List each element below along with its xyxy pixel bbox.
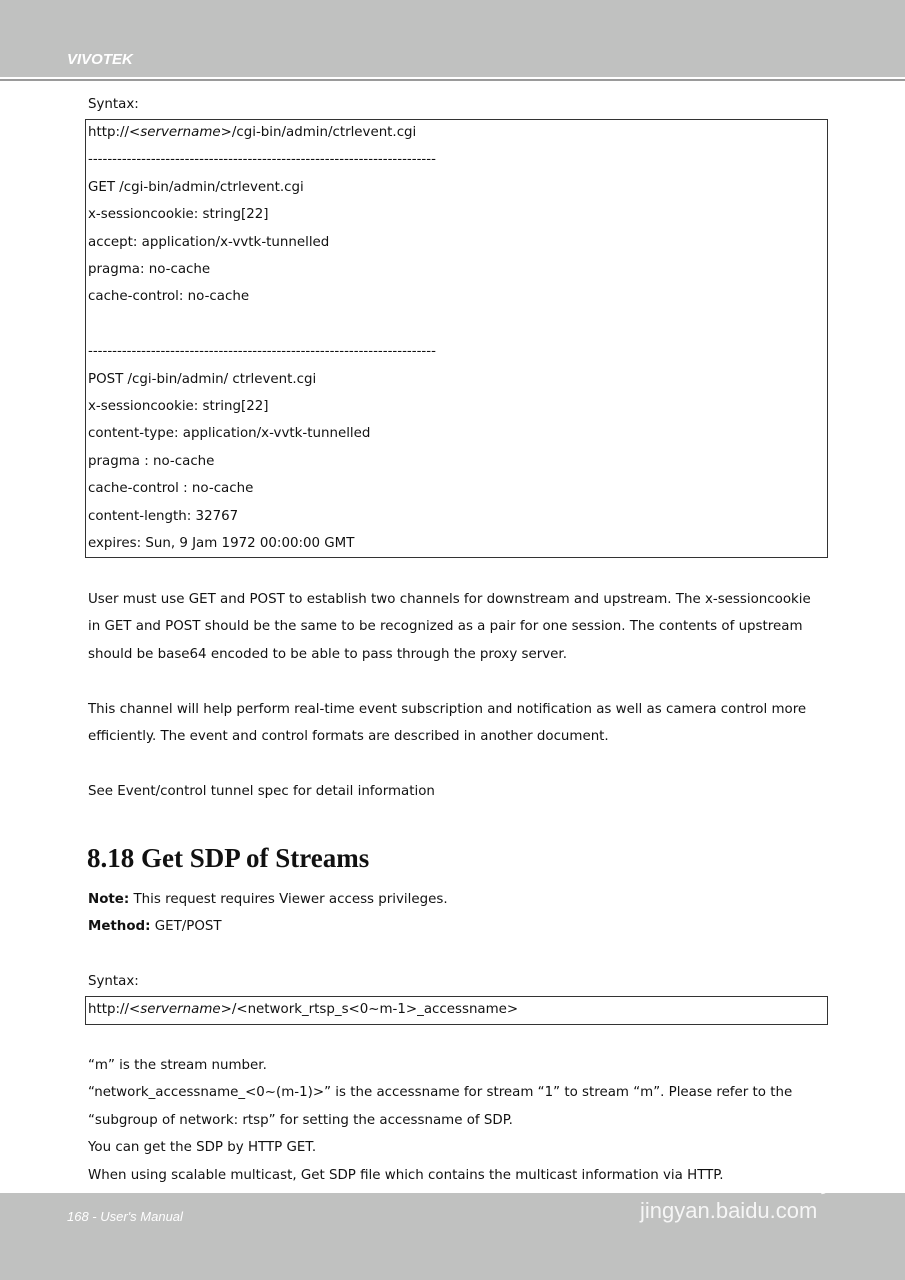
code-line: expires: Sun, 9 Jam 1972 00:00:00 GMT [88, 536, 355, 551]
body-line: should be base64 encoded to be able to pass through the proxy server. [88, 646, 567, 662]
sdp-syntax-box [85, 996, 828, 1025]
page-header [0, 0, 905, 77]
code-line: cache-control : no-cache [88, 481, 254, 497]
code-line: pragma : no-cache [88, 453, 215, 469]
brand-logo: VIVOTEK [67, 51, 133, 68]
code-line: x-sessioncookie: string[22] [88, 207, 269, 223]
note-label: Note: [88, 892, 130, 907]
sdp-line: “network_accessname_<0~(m-1)>” is the accessname for stream “1” to stream “m”. Please refer to the [88, 1085, 793, 1101]
code-line: accept: application/x-vvtk-tunnelled [88, 234, 330, 250]
url-var: <servername> [129, 125, 232, 140]
syntax-code-box [85, 119, 828, 558]
body-line: efficiently. The event and control formats are described in another document. [88, 729, 609, 744]
syntax-label: Syntax: [88, 97, 139, 112]
note [88, 890, 448, 910]
url-prefix: http:// [88, 1002, 130, 1017]
code-line: content-type: application/x-vvtk-tunnelled [88, 426, 371, 442]
sdp-line: “subgroup of network: rtsp” for setting the accessname of SDP. [88, 1112, 513, 1128]
baidu-watermark: Bai du 经验 jingyan.baidu.com [640, 1155, 854, 1223]
sdp-line: “m” is the stream number. [88, 1058, 267, 1073]
method [88, 917, 222, 937]
sdp-line: When using scalable multicast, Get SDP file which contains the multicast information via HTTP. [88, 1167, 724, 1183]
method-text: GET/POST [150, 919, 222, 934]
code-line: cache-control: no-cache [88, 289, 250, 305]
section-title: 8.18 Get SDP of Streams [87, 843, 370, 873]
header-divider [0, 79, 905, 81]
code-line: pragma: no-cache [88, 262, 211, 277]
syntax-label-2: Syntax: [88, 974, 139, 989]
body-line: See Event/control tunnel spec for detail information [88, 783, 435, 799]
code-line: GET /cgi-bin/admin/ctrlevent.cgi [88, 179, 304, 195]
syntax-url [88, 123, 416, 143]
code-line: x-sessioncookie: string[22] [88, 399, 269, 414]
url-var: <servername> [129, 1002, 232, 1017]
url-suffix: /<network_rtsp_s<0~m-1>_accessname> [231, 1002, 519, 1017]
code-line: ------------------------------------------------------------------------ [88, 152, 436, 168]
sdp-url [88, 1000, 518, 1020]
body-line: This channel will help perform real-time event subscription and notification as well as camera control more [88, 701, 807, 717]
page-number: 168 - User's Manual [67, 1209, 183, 1224]
method-label: Method: [88, 919, 151, 934]
note-text: This request requires Viewer access privileges. [129, 892, 448, 907]
url-prefix: http:// [88, 125, 130, 140]
code-line: content-length: 32767 [88, 508, 239, 524]
url-suffix: /cgi-bin/admin/ctrlevent.cgi [231, 125, 417, 140]
code-line: POST /cgi-bin/admin/ ctrlevent.cgi [88, 371, 317, 387]
body-line: in GET and POST should be the same to be recognized as a pair for one session. The contents of upstream [88, 619, 803, 635]
body-line: User must use GET and POST to establish two channels for downstream and upstream. The x-sessioncookie [88, 592, 811, 607]
sdp-line: You can get the SDP by HTTP GET. [88, 1140, 317, 1156]
code-line: ------------------------------------------------------------------------ [88, 344, 436, 360]
